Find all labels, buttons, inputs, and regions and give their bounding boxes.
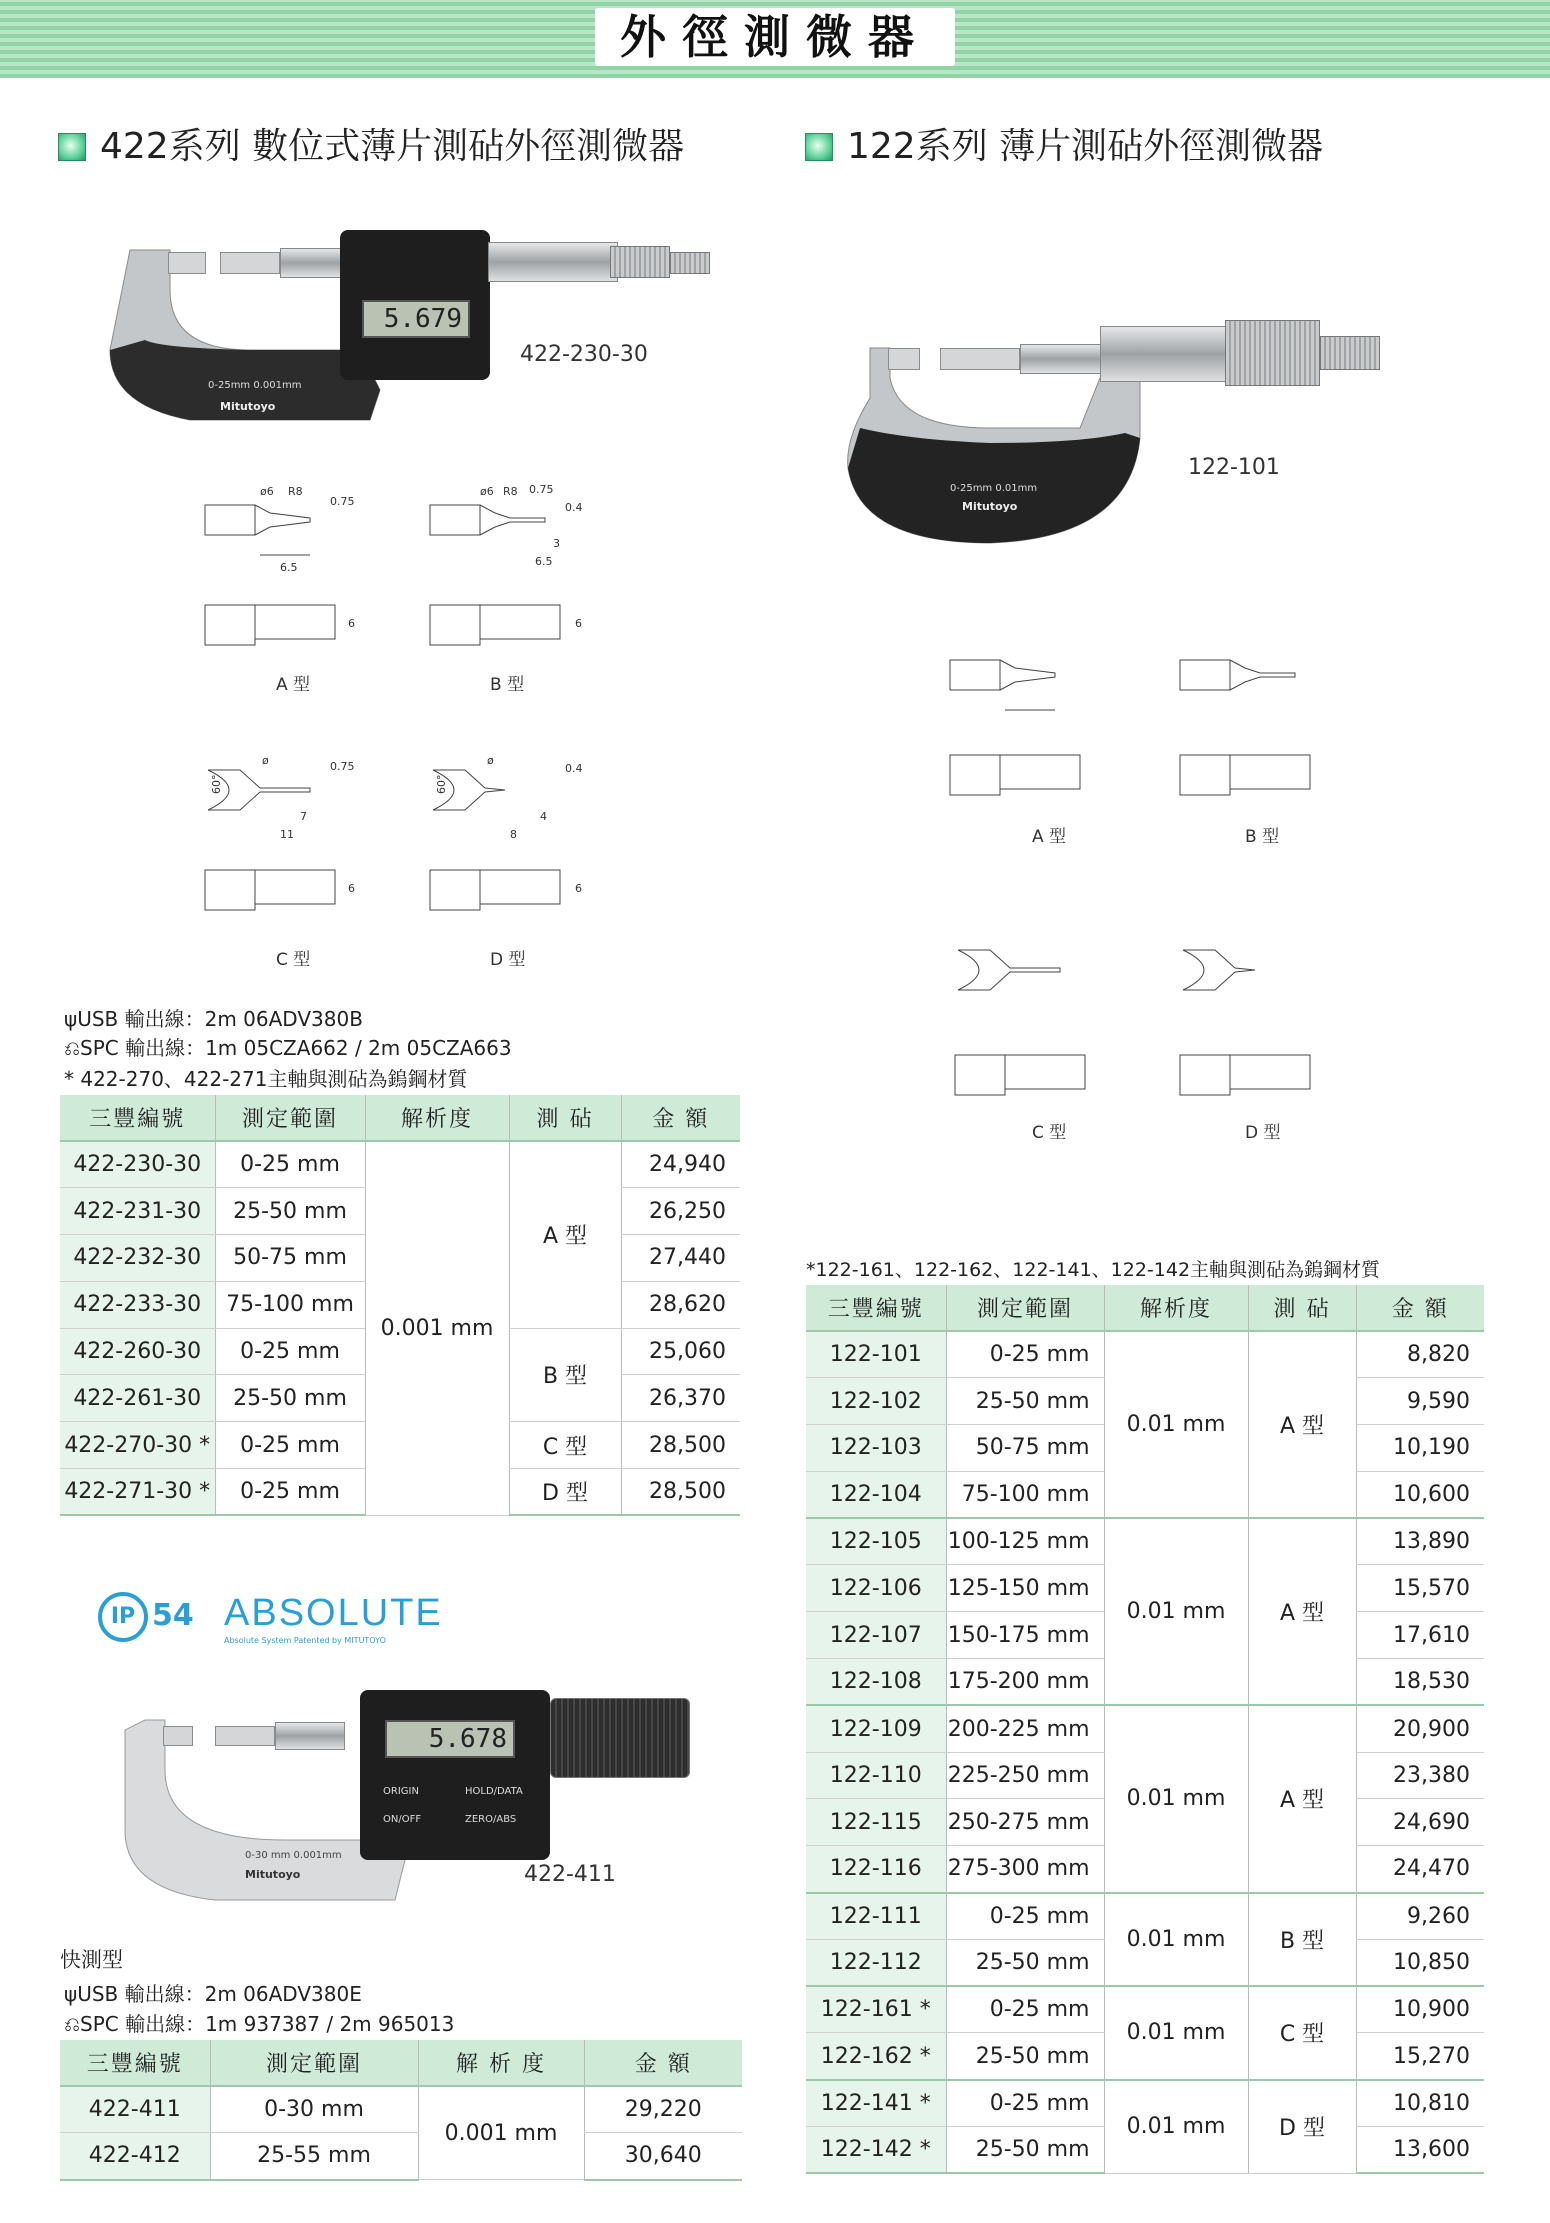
ratchet (1320, 336, 1380, 370)
cell-code: 122-110 (806, 1752, 946, 1799)
cell-range: 50-75 mm (946, 1425, 1104, 1472)
cell-price: 18,530 (1356, 1659, 1484, 1706)
dim-0.75: 0.75 (330, 760, 355, 773)
lcd-readout: 5.679 (362, 300, 470, 338)
cell-code: 422-232-30 (60, 1235, 215, 1282)
micrometer-122-101-image (840, 318, 1420, 548)
cell-price: 10,850 (1356, 1939, 1484, 1986)
frame-brand: Mitutoyo (245, 1868, 301, 1881)
cell-price: 10,810 (1356, 2080, 1484, 2127)
cell-code: 122-106 (806, 1565, 946, 1612)
cell-anvil: A 型 (509, 1141, 621, 1328)
dim-60deg: 60° (210, 774, 223, 794)
table-row (806, 2080, 1484, 2127)
dim-ø: ø (262, 754, 269, 767)
spindle-tip (215, 1726, 275, 1746)
cell-code: 422-412 (60, 2133, 210, 2180)
anvil (163, 1726, 193, 1746)
cell-price: 17,610 (1356, 1612, 1484, 1659)
cell-range: 25-50 mm (946, 1939, 1104, 1986)
cell-code: 122-105 (806, 1518, 946, 1565)
cell-price: 26,250 (621, 1188, 740, 1235)
cell-anvil: D 型 (509, 1469, 621, 1516)
cell-price: 20,900 (1356, 1705, 1484, 1752)
cell-range: 275-300 mm (946, 1846, 1104, 1893)
col-range: 測定範圍 (215, 1095, 365, 1141)
cell-code: 122-104 (806, 1471, 946, 1518)
dim-6.5: 6.5 (280, 561, 298, 574)
cell-code: 122-161 * (806, 1986, 946, 2033)
tip-caption-a: A 型 (276, 675, 311, 695)
cell-code: 122-112 (806, 1939, 946, 1986)
anvil-diagram-b-122 (1175, 630, 1355, 830)
cell-price: 23,380 (1356, 1752, 1484, 1799)
cell-anvil: B 型 (509, 1328, 621, 1422)
cell-code: 122-116 (806, 1846, 946, 1893)
table-row (806, 1986, 1484, 2033)
tip-caption-c-122: C 型 (1032, 1123, 1067, 1143)
dim-0.4: 0.4 (565, 501, 583, 514)
cell-range: 75-100 mm (215, 1281, 365, 1328)
section-title-122 (805, 118, 1323, 169)
cell-code: 422-270-30 * (60, 1422, 215, 1469)
cell-range: 0-30 mm (210, 2086, 418, 2133)
cell-code: 422-233-30 (60, 1281, 215, 1328)
cell-code: 122-162 * (806, 2033, 946, 2080)
cell-code: 422-411 (60, 2086, 210, 2133)
cell-resolution: 0.01 mm (1104, 1986, 1248, 2080)
cell-resolution: 0.01 mm (1104, 1518, 1248, 1705)
col-anvil: 測 砧 (1248, 1285, 1356, 1331)
dim-ø: ø (487, 754, 494, 767)
dim-ø6: ø6 (480, 485, 494, 498)
dim-R8: R8 (503, 485, 518, 498)
dim-0.75: 0.75 (529, 483, 554, 496)
dim-R8: R8 (288, 485, 303, 498)
cell-range: 25-50 mm (946, 2033, 1104, 2080)
dim-7: 7 (300, 810, 307, 823)
tip-caption-c: C 型 (276, 950, 311, 970)
table-422-411-series (60, 2040, 742, 2181)
cell-resolution: 0.001 mm (365, 1141, 509, 1515)
thimble (550, 1698, 690, 1778)
cell-code: 122-115 (806, 1799, 946, 1846)
cell-price: 28,620 (621, 1281, 740, 1328)
cell-price: 13,890 (1356, 1518, 1484, 1565)
cell-resolution: 0.001 mm (418, 2086, 584, 2180)
header-band (0, 0, 1550, 78)
cell-price: 26,370 (621, 1375, 740, 1422)
cell-price: 10,900 (1356, 1986, 1484, 2033)
dim-11: 11 (280, 828, 294, 841)
dim-6: 6 (575, 882, 582, 895)
table-422-series (60, 1095, 740, 1516)
ip-rating-icon: IP (98, 1592, 148, 1642)
col-price: 金 額 (584, 2040, 742, 2086)
ip54-logo (98, 1592, 196, 1642)
cell-code: 122-142 * (806, 2127, 946, 2174)
cell-range: 150-175 mm (946, 1612, 1104, 1659)
dim-ø6: ø6 (260, 485, 274, 498)
cell-range: 225-250 mm (946, 1752, 1104, 1799)
sleeve (1100, 326, 1230, 382)
cell-price: 9,260 (1356, 1893, 1484, 1940)
dim-6.5: 6.5 (535, 555, 553, 568)
anvil-diagram-d-122 (1175, 930, 1355, 1120)
cell-anvil: B 型 (1248, 1893, 1356, 1987)
col-price: 金 額 (1356, 1285, 1484, 1331)
dim-6: 6 (348, 617, 355, 630)
usb-cable-note (64, 1003, 363, 1032)
anvil-diagram-c (200, 750, 370, 940)
cell-code: 122-107 (806, 1612, 946, 1659)
table-row (60, 1141, 740, 1188)
spindle-tip (940, 348, 1020, 370)
cell-code: 422-230-30 (60, 1141, 215, 1188)
spc-cable-icon: ⎌ (64, 2012, 80, 2036)
cell-code: 122-141 * (806, 2080, 946, 2127)
spc-cable-note-text: SPC 輸出線：1m 05CZA662 / 2m 05CZA663 (80, 1036, 512, 1060)
micrometer-422-230-30-image (100, 230, 720, 430)
material-note: * 422-270、422-271主軸與測砧為鎢鋼材質 (64, 1067, 468, 1091)
col-range: 測定範圍 (210, 2040, 418, 2086)
cell-code: 122-102 (806, 1378, 946, 1425)
usb-cable-note-411 (64, 1978, 362, 2007)
frame-brand: Mitutoyo (220, 400, 276, 413)
cell-price: 10,600 (1356, 1471, 1484, 1518)
col-code: 三豐編號 (60, 2040, 210, 2086)
cell-code: 122-111 (806, 1893, 946, 1940)
frame-range-text: 0-30 mm 0.001mm (245, 1850, 342, 1861)
thimble (610, 246, 670, 278)
cell-range: 75-100 mm (946, 1471, 1104, 1518)
cell-price: 13,600 (1356, 2127, 1484, 2174)
spindle (1020, 344, 1110, 374)
cell-range: 50-75 mm (215, 1235, 365, 1282)
cell-range: 0-25 mm (215, 1328, 365, 1375)
table-row (806, 1518, 1484, 1565)
cell-code: 122-108 (806, 1659, 946, 1706)
anvil-diagram-d (425, 750, 605, 940)
cell-code: 122-109 (806, 1705, 946, 1752)
usb-icon: ψ (64, 1982, 78, 2006)
cell-range: 175-200 mm (946, 1659, 1104, 1706)
digital-display-housing (360, 1690, 550, 1860)
cell-code: 422-261-30 (60, 1375, 215, 1422)
absolute-logo-subtitle: Absolute System Patented by MITUTOYO (224, 1636, 386, 1645)
cell-anvil: A 型 (1248, 1518, 1356, 1705)
material-note-122: *122-161、122-162、122-141、122-142主軸與測砧為鎢鋼材質 (806, 1259, 1381, 1281)
cell-range: 0-25 mm (946, 1331, 1104, 1378)
frame-brand: Mitutoyo (962, 500, 1018, 513)
cell-price: 8,820 (1356, 1331, 1484, 1378)
cell-resolution: 0.01 mm (1104, 1705, 1248, 1892)
cell-anvil: C 型 (1248, 1986, 1356, 2080)
section-title-122-text: 122系列 薄片測砧外徑測微器 (847, 126, 1324, 167)
cell-anvil: D 型 (1248, 2080, 1356, 2174)
cell-range: 25-55 mm (210, 2133, 418, 2180)
model-label-422-411: 422-411 (524, 1862, 616, 1887)
cell-range: 0-25 mm (215, 1469, 365, 1516)
spc-cable-icon: ⎌ (64, 1036, 80, 1060)
cell-range: 0-25 mm (946, 2080, 1104, 2127)
dim-0.4: 0.4 (565, 762, 583, 775)
cell-range: 0-25 mm (946, 1986, 1104, 2033)
button-label-origin: ORIGIN (383, 1786, 419, 1797)
col-resolution: 解 析 度 (418, 2040, 584, 2086)
table-row (806, 1893, 1484, 1940)
cell-price: 29,220 (584, 2086, 742, 2133)
dim-0.75: 0.75 (330, 495, 355, 508)
cell-code: 422-231-30 (60, 1188, 215, 1235)
absolute-logo: ABSOLUTE (224, 1592, 443, 1634)
dim-4: 4 (540, 810, 547, 823)
table-122-series (806, 1285, 1484, 2174)
col-anvil: 測 砧 (509, 1095, 621, 1141)
section-title-422 (58, 118, 684, 169)
col-resolution: 解析度 (1104, 1285, 1248, 1331)
col-price: 金 額 (621, 1095, 740, 1141)
spindle-tip (220, 252, 280, 274)
cell-code: 122-103 (806, 1425, 946, 1472)
tip-caption-b: B 型 (490, 675, 525, 695)
cell-code: 422-271-30 * (60, 1469, 215, 1516)
quick-type-label: 快測型 (60, 1948, 123, 1972)
model-label-422-230-30: 422-230-30 (520, 342, 648, 367)
spc-cable-note-text: SPC 輸出線：1m 937387 / 2m 965013 (80, 2012, 455, 2036)
cell-resolution: 0.01 mm (1104, 1331, 1248, 1518)
usb-icon: ψ (64, 1007, 78, 1031)
dim-6: 6 (348, 882, 355, 895)
button-label-zero: ZERO/ABS (465, 1814, 517, 1825)
cell-price: 28,500 (621, 1469, 740, 1516)
table-row (60, 2133, 742, 2180)
usb-cable-note-text: USB 輸出線：2m 06ADV380E (77, 1982, 362, 2006)
spindle (275, 1722, 345, 1750)
ratchet (670, 252, 710, 274)
section-title-422-text: 422系列 數位式薄片測砧外徑測微器 (100, 126, 685, 167)
anvil (168, 252, 206, 274)
cell-range: 200-225 mm (946, 1705, 1104, 1752)
cell-price: 15,570 (1356, 1565, 1484, 1612)
frame-range-text: 0-25mm 0.01mm (950, 483, 1038, 494)
lcd-readout: 5.678 (385, 1720, 515, 1758)
anvil (888, 348, 920, 370)
cell-price: 9,590 (1356, 1378, 1484, 1425)
col-code: 三豐編號 (60, 1095, 215, 1141)
cell-anvil: A 型 (1248, 1331, 1356, 1518)
tip-caption-d-122: D 型 (1245, 1123, 1281, 1143)
dim-8: 8 (510, 828, 517, 841)
dim-3: 3 (553, 537, 560, 550)
col-range: 測定範圍 (946, 1285, 1104, 1331)
usb-cable-note-text: USB 輸出線：2m 06ADV380B (77, 1007, 363, 1031)
cell-price: 25,060 (621, 1328, 740, 1375)
spc-cable-note (64, 1032, 512, 1061)
table-header-row (60, 1095, 740, 1141)
cell-range: 25-50 mm (946, 2127, 1104, 2174)
col-code: 三豐編號 (806, 1285, 946, 1331)
button-label-onoff: ON/OFF (383, 1814, 422, 1825)
cell-price: 27,440 (621, 1235, 740, 1282)
cell-price: 24,470 (1356, 1846, 1484, 1893)
cell-range: 0-25 mm (215, 1422, 365, 1469)
cell-range: 0-25 mm (946, 1893, 1104, 1940)
cell-range: 0-25 mm (215, 1141, 365, 1188)
cell-range: 25-50 mm (215, 1188, 365, 1235)
cell-range: 250-275 mm (946, 1799, 1104, 1846)
table-row (806, 1331, 1484, 1378)
cell-range: 100-125 mm (946, 1518, 1104, 1565)
cell-price: 28,500 (621, 1422, 740, 1469)
cell-anvil: C 型 (509, 1422, 621, 1469)
tip-caption-d: D 型 (490, 950, 526, 970)
table-row (806, 1705, 1484, 1752)
cell-anvil: A 型 (1248, 1705, 1356, 1892)
cell-price: 10,190 (1356, 1425, 1484, 1472)
table-header-row (60, 2040, 742, 2086)
dim-6: 6 (575, 617, 582, 630)
page-title: 外徑測微器 (595, 8, 955, 66)
anvil-diagram-b (425, 475, 605, 675)
col-resolution: 解析度 (365, 1095, 509, 1141)
cell-code: 122-101 (806, 1331, 946, 1378)
cell-price: 24,940 (621, 1141, 740, 1188)
button-label-hold: HOLD/DATA (465, 1786, 523, 1797)
cell-code: 422-260-30 (60, 1328, 215, 1375)
cell-resolution: 0.01 mm (1104, 2080, 1248, 2174)
tip-caption-b-122: B 型 (1245, 827, 1280, 847)
ip-rating-number: 54 (152, 1598, 194, 1633)
cell-range: 25-50 mm (215, 1375, 365, 1422)
anvil-diagram-c-122 (950, 930, 1120, 1120)
cell-price: 24,690 (1356, 1799, 1484, 1846)
cell-price: 15,270 (1356, 2033, 1484, 2080)
table-row (60, 2086, 742, 2133)
anvil-diagram-a-122 (945, 630, 1115, 830)
bullet-square-icon (58, 133, 86, 161)
anvil-diagram-a (200, 475, 370, 675)
thimble (1225, 320, 1320, 386)
cell-price: 30,640 (584, 2133, 742, 2180)
frame-range-text: 0-25mm 0.001mm (208, 380, 302, 391)
bullet-square-icon (805, 133, 833, 161)
cell-range: 125-150 mm (946, 1565, 1104, 1612)
spc-cable-note-411 (64, 2008, 454, 2037)
sleeve (488, 242, 618, 282)
cell-range: 25-50 mm (946, 1378, 1104, 1425)
table-header-row (806, 1285, 1484, 1331)
cell-resolution: 0.01 mm (1104, 1893, 1248, 1987)
tip-caption-a-122: A 型 (1032, 827, 1067, 847)
dim-60deg: 60° (435, 774, 448, 794)
model-label-122-101: 122-101 (1188, 455, 1280, 480)
